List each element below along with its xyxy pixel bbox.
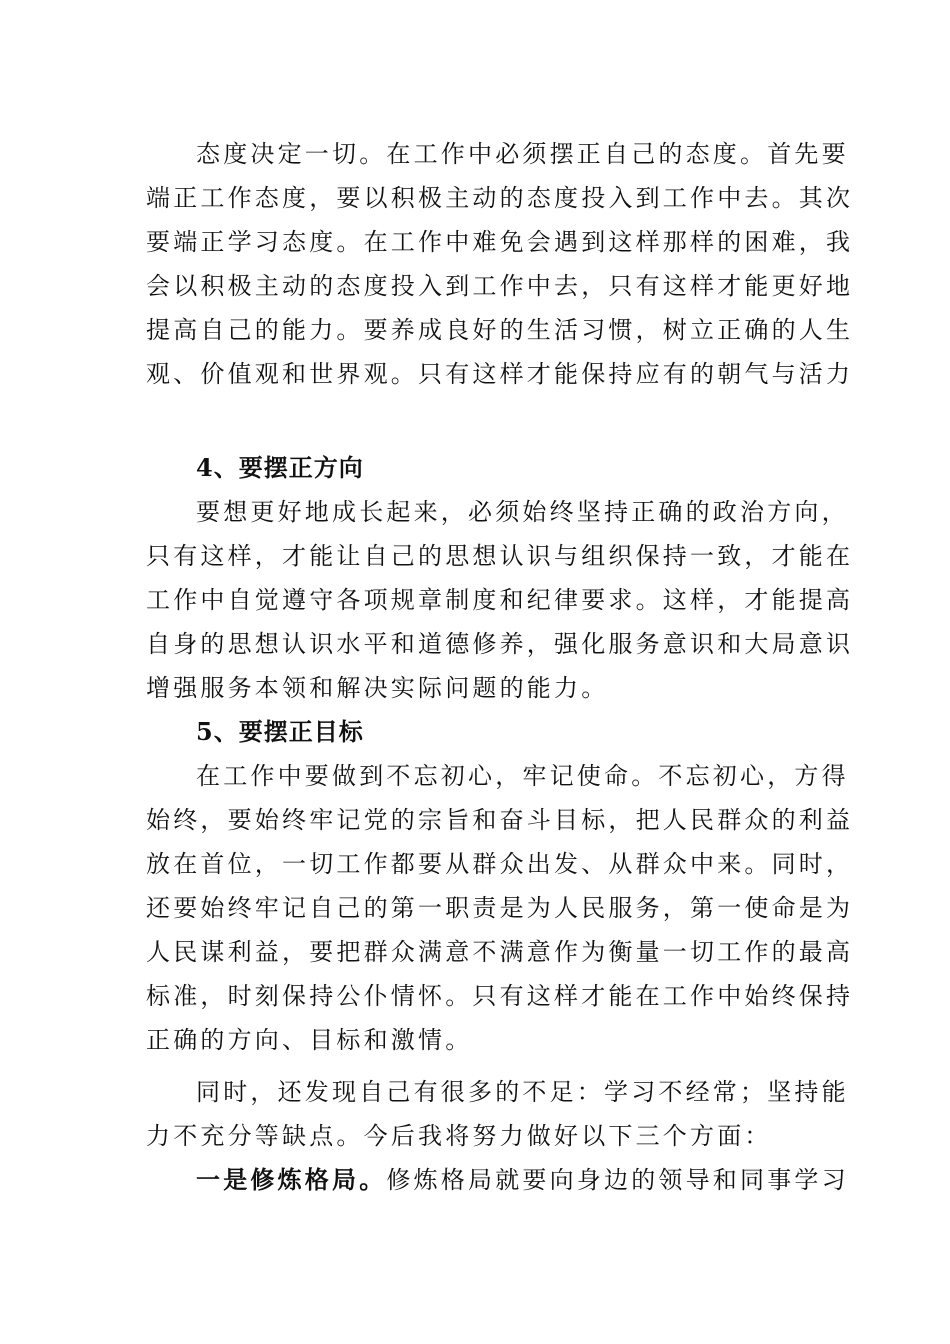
- point-one-line: [196, 1158, 849, 1202]
- section-heading-4: 4、要摆正方向: [196, 453, 364, 482]
- body-line: 只有这样，才能让自己的思想认识与组织保持一致，才能在: [146, 542, 854, 570]
- body-line: 端正工作态度，要以积极主动的态度投入到工作中去。其次: [146, 184, 854, 212]
- section-heading-5: 5、要摆正目标: [196, 717, 364, 746]
- body-line: 还要始终牢记自己的第一职责是为人民服务，第一使命是为: [146, 894, 854, 922]
- body-line: 会以积极主动的态度投入到工作中去，只有这样才能更好地: [146, 272, 854, 300]
- body-line: 要端正学习态度。在工作中难免会遇到这样那样的困难，我: [146, 228, 854, 256]
- body-line: 要想更好地成长起来，必须始终坚持正确的政治方向，: [196, 498, 849, 526]
- body-line: 态度决定一切。在工作中必须摆正自己的态度。首先要: [196, 140, 849, 168]
- body-line: 提高自己的能力。要养成良好的生活习惯，树立正确的人生: [146, 316, 854, 344]
- body-line: 自身的思想认识水平和道德修养，强化服务意识和大局意识: [146, 630, 854, 658]
- body-line: 始终，要始终牢记党的宗旨和奋斗目标，把人民群众的利益: [146, 806, 854, 834]
- body-line: 人民谋利益，要把群众满意不满意作为衡量一切工作的最高: [146, 938, 854, 966]
- point-one-text: 修炼格局就要向身边的领导和同事学习: [386, 1166, 849, 1194]
- body-line: 同时，还发现自己有很多的不足：学习不经常；坚持能: [196, 1078, 849, 1106]
- body-line: 工作中自觉遵守各项规章制度和纪律要求。这样，才能提高: [146, 586, 854, 614]
- body-line: 增强服务本领和解决实际问题的能力。: [146, 674, 609, 702]
- body-line: 观、价值观和世界观。只有这样才能保持应有的朝气与活力: [146, 360, 854, 388]
- point-one-lead: 一是修炼格局。: [196, 1165, 387, 1194]
- body-line: 标准，时刻保持公仆情怀。只有这样才能在工作中始终保持: [146, 982, 854, 1010]
- body-line: 在工作中要做到不忘初心，牢记使命。不忘初心，方得: [196, 762, 849, 790]
- body-line: 放在首位，一切工作都要从群众出发、从群众中来。同时，: [146, 850, 854, 878]
- body-line: 力不充分等缺点。今后我将努力做好以下三个方面：: [146, 1122, 772, 1150]
- body-line: 正确的方向、目标和激情。: [146, 1026, 473, 1054]
